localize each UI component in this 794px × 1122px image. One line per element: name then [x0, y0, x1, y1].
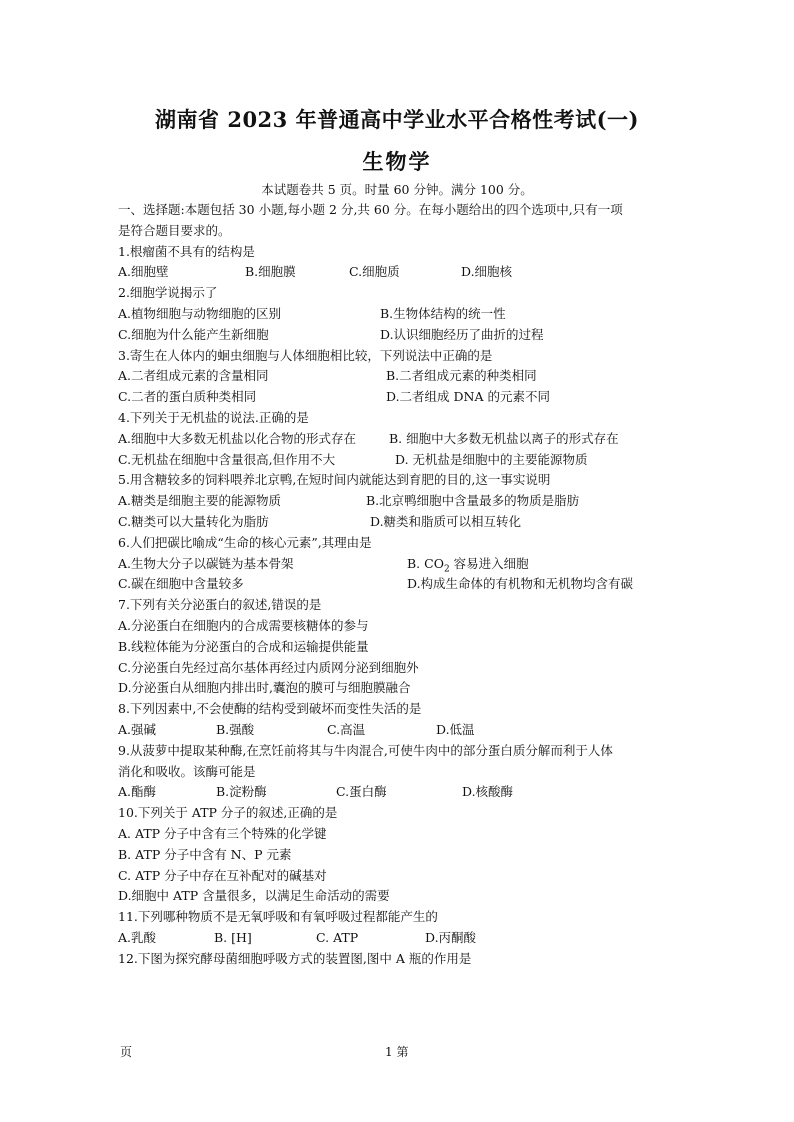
question-list [118, 200, 684, 969]
section-heading-line2: 是符合题目要求的。 [118, 222, 231, 238]
question-4-stem: 4.下列关于无机盐的说法.正确的是 [118, 409, 309, 425]
question-11-option-b: B. [H] [214, 929, 252, 945]
question-6-option-b-suffix: 容易进入细胞 [449, 555, 529, 571]
question-6-option-c: C.碳在细胞中含量较多 [118, 576, 244, 592]
question-9-option-d: D.核酸酶 [462, 784, 514, 800]
question-3-option-d: D.二者组成 DNA 的元素不同 [386, 389, 550, 405]
question-11-options [118, 928, 684, 949]
question-6-options-row1 [118, 554, 684, 575]
question-4-option-c: C.无机盐在细胞中含量很高,但作用不大 [118, 451, 336, 467]
question-10-stem: 10.下列关于 ATP 分子的叙述,正确的是 [118, 805, 338, 821]
question-1-option-a: A.细胞壁 [118, 264, 169, 280]
question-4-options-row2 [118, 450, 684, 471]
question-8-option-b: B.强酸 [216, 721, 255, 737]
question-8-stem: 8.下列因素中,不会使酶的结构受到破坏而变性失活的是 [118, 701, 422, 717]
question-6-options-row2 [118, 574, 684, 595]
question-3-options-row1 [118, 366, 684, 387]
footer-page-label: 页 [120, 1045, 133, 1059]
exam-info: 本试题卷共 5 页。时量 60 分钟。满分 100 分。 [261, 182, 533, 197]
question-8-option-c: C.高温 [327, 721, 366, 737]
question-3-stem: 3.寄生在人体内的蛔虫细胞与人体细胞相比较，下列说法中正确的是 [118, 347, 493, 363]
question-7-option-b: B.线粒体能为分泌蛋白的合成和运输提供能量 [118, 638, 369, 654]
question-6-option-b-text: B. CO [407, 555, 444, 571]
question-2-option-d: D.认识细胞经历了曲折的过程 [380, 326, 544, 342]
question-5-option-a: A.糖类是细胞主要的能源物质 [118, 493, 282, 509]
question-2-options-row1 [118, 304, 684, 325]
question-11-option-a: A.乳酸 [118, 929, 157, 945]
question-7-stem: 7.下列有关分泌蛋白的叙述,错误的是 [118, 597, 322, 613]
question-2-stem: 2.细胞学说揭示了 [118, 285, 218, 301]
subject-title: 生物学 [362, 149, 432, 174]
question-2-options-row2 [118, 325, 684, 346]
question-7-option-d: D.分泌蛋白从细胞内排出时,囊泡的膜可与细胞膜融合 [118, 680, 411, 696]
question-9-option-c: C.蛋白酶 [336, 784, 387, 800]
question-1-option-b: B.细胞膜 [245, 264, 296, 280]
question-4-option-d: D. 无机盐是细胞中的主要能源物质 [395, 451, 588, 467]
question-1-stem: 1.根瘤菌不具有的结构是 [118, 243, 255, 259]
question-6-stem: 6.人们把碳比喻成“生命的核心元素”,其理由是 [118, 534, 372, 550]
question-5-stem: 5.用含糖较多的饲料喂养北京鸭,在短时间内就能达到育肥的目的,这一事实说明 [118, 472, 551, 488]
question-4-option-a: A.细胞中大多数无机盐以化合物的形式存在 [118, 430, 357, 446]
question-11-stem: 11.下列哪种物质不是无氧呼吸和有氧呼吸过程都能产生的 [118, 909, 438, 925]
question-4-option-b: B. 细胞中大多数无机盐以离子的形式存在 [389, 430, 619, 446]
question-6-option-b-subscript: 2 [443, 564, 450, 575]
section-heading-line1: 一、选择题:本题包括 30 小题,每小题 2 分,共 60 分。在每小题给出的四个选项中,只有一项 [118, 202, 623, 217]
page-title: 湖南省 2023 年普通高中学业水平合格性考试(一) [155, 107, 639, 132]
question-3-options-row2 [118, 387, 684, 408]
question-10-option-a: A. ATP 分子中含有三个特殊的化学键 [118, 825, 327, 841]
question-4-options-row1 [118, 429, 684, 450]
question-12-stem: 12.下图为探究酵母菌细胞呼吸方式的装置图,图中 A 瓶的作用是 [118, 950, 472, 966]
question-9-option-b: B.淀粉酶 [216, 784, 267, 800]
question-6-option-d: D.构成生命体的有机物和无机物均含有碳 [407, 576, 634, 592]
question-9-option-a: A.酯酶 [118, 784, 157, 800]
question-10-option-c: C. ATP 分子中存在互补配对的碱基对 [118, 867, 327, 883]
question-10-option-b: B. ATP 分子中含有 N、P 元素 [118, 846, 292, 862]
question-1-options [118, 262, 684, 283]
question-5-option-b: B.北京鸭细胞中含量最多的物质是脂肪 [366, 493, 580, 509]
question-5-option-d: D.糖类和脂质可以相互转化 [370, 513, 522, 529]
question-11-option-d: D.丙酮酸 [425, 929, 477, 945]
question-3-option-a: A.二者组成元素的含量相同 [118, 368, 269, 384]
question-2-option-b: B.生物体结构的统一性 [380, 305, 506, 321]
question-10-option-d: D.细胞中 ATP 含量很多，以满足生命活动的需要 [118, 888, 390, 904]
question-5-options-row1 [118, 491, 684, 512]
question-7-option-a: A.分泌蛋白在细胞内的合成需要核糖体的参与 [118, 617, 369, 633]
question-1-option-c: C.细胞质 [349, 264, 400, 280]
question-9-options [118, 782, 684, 803]
question-6-option-a: A.生物大分子以碳链为基本骨架 [118, 555, 294, 571]
question-5-options-row2 [118, 512, 684, 533]
question-2-option-c: C.细胞为什么能产生新细胞 [118, 326, 269, 342]
question-7-option-c: C.分泌蛋白先经过高尔基体再经过内质网分泌到细胞外 [118, 659, 419, 675]
question-8-option-a: A.强碱 [118, 721, 157, 737]
question-9-stem-line1: 9.从菠萝中提取某种酶,在烹饪前将其与牛肉混合,可使牛肉中的部分蛋白质分解而利于人体 [118, 742, 613, 758]
question-8-option-d: D.低温 [436, 721, 475, 737]
question-3-option-b: B.二者组成元素的种类相同 [386, 368, 537, 384]
question-11-option-c: C. ATP [316, 929, 359, 945]
question-2-option-a: A.植物细胞与动物细胞的区别 [118, 305, 282, 321]
question-9-stem-line2: 消化和吸收。该酶可能是 [118, 763, 256, 779]
question-1-option-d: D.细胞核 [461, 264, 513, 280]
question-5-option-c: C.糖类可以大量转化为脂肪 [118, 513, 269, 529]
question-8-options [118, 720, 684, 741]
footer-page-number: 1 第 [385, 1045, 409, 1059]
question-3-option-c: C.二者的蛋白质种类相同 [118, 389, 257, 405]
